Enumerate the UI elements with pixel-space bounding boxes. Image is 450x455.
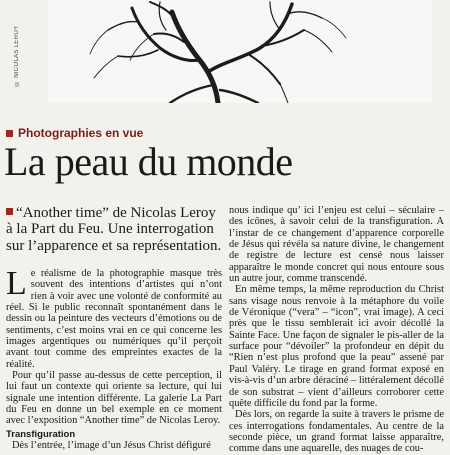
article-lead	[6, 205, 223, 254]
dropcap: L	[6, 265, 27, 302]
article-photo	[48, 0, 432, 103]
uprooted-tree-image	[48, 0, 432, 103]
photo-credit: © NICOLAS LEROY	[14, 25, 20, 86]
article-column-left	[6, 265, 222, 452]
paragraph	[6, 265, 222, 370]
paragraph: Dès lors, on regarde la suite à travers le prisme de ces interrogations fondamentales. Au centre de la seconde pièce, un grand format laisse apparaître, comme dans une aquarelle, des nuages de cou-	[229, 409, 444, 455]
article-title: La peau du monde	[4, 139, 293, 184]
article-column-right	[229, 205, 444, 455]
lead-marker-icon	[6, 208, 13, 215]
rubric-marker-icon	[6, 130, 13, 137]
paragraph: nous indique qu’ ici l’enjeu est celui – séculaire – des icônes, à savoir celui de la transfiguration. A l’instar de ce changement d’apparence corporelle de Jésus qui révéla sa nature divine, le changement de registre de lecture est censé nous laisser apparaître le monde concret qui nous entoure sous un autre jour, comme transcendé.	[229, 205, 444, 285]
lead-text: “Another time” de Nicolas Leroy à la Part du Feu. Une interrogation sur l’apparence et sa représentation.	[6, 205, 222, 254]
paragraph: En même temps, la même reproduction du Christ sans visage nous renvoie à la métaphore du voile de Véronique (“vera” – “icon”, vrai image). A ceci près que le tissu semblerait ici avoir décollé la Sainte Face. Une façon de signaler le pis-aller de la surface pour “dévoiler” la profondeur en dépit du “Rien n’est plus profond que la peau” assené par Paul Valéry. Le tirage en grand format exposé en vis-à-vis d’un arbre déraciné – littéralement décollé de son substrat – vient d’ailleurs corroborer cette quête difficile du fond par la forme.	[229, 284, 444, 409]
section-rubric	[6, 126, 143, 140]
rubric-label: Photographies en vue	[18, 126, 144, 140]
subheading: Transfiguration	[6, 428, 76, 440]
paragraph: Pour qu’il passe au-dessus de cette perception, il lui faut un contexte qui oriente sa lecture, qui lui signale une intention différente. La galerie La Part du Feu en donne un bel exemple en ce moment avec l’exposition “Another time” de Nicolas Leroy.	[6, 370, 222, 427]
paragraph-text: e réalisme de la photographie masque très souvent des intentions d’artistes qui n’ont rien à voir avec une volonté de conformité au réel. Si le public reconnaît spontanément dans le dessin ou la peinture des vecteurs d’émotions ou de sentiments, c’est moins vrai en ce qui concerne les images argentiques ou numériques qu’il perçoit avant tout comme des empreintes exactes de la réalité.	[6, 268, 222, 370]
paragraph: Dès l’entrée, l’image d’un Jésus Christ défiguré	[12, 440, 211, 452]
